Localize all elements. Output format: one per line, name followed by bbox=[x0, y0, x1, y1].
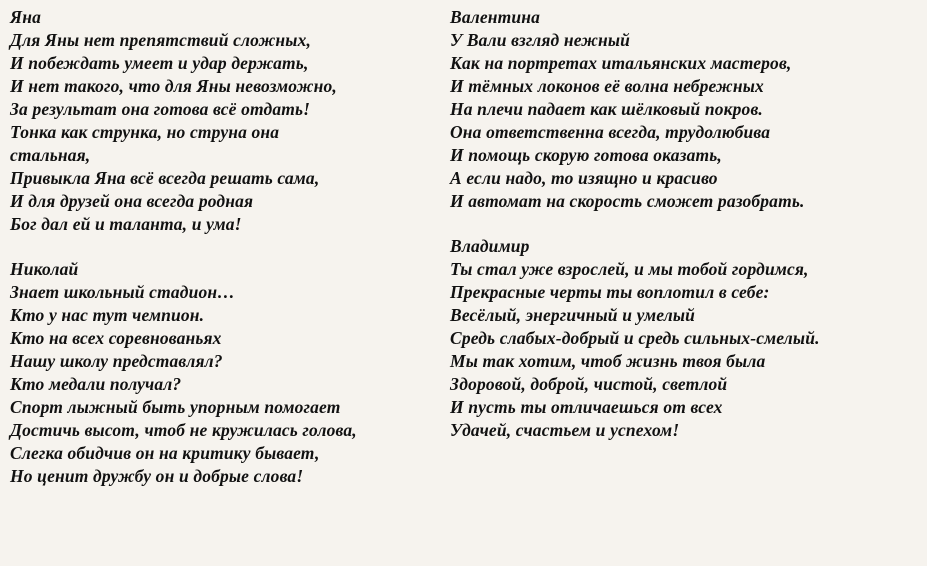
poem-yana bbox=[10, 6, 430, 236]
poem-line: У Вали взгляд нежный bbox=[450, 30, 631, 50]
poem-line: Кто на всех соревнованьях bbox=[10, 328, 222, 348]
poem-title: Валентина bbox=[450, 7, 541, 27]
poem-line: А если надо, то изящно и красиво bbox=[450, 168, 718, 188]
poem-title: Владимир bbox=[450, 236, 530, 256]
right-column bbox=[450, 6, 920, 464]
poem-line: Бог дал ей и таланта, и ума! bbox=[10, 214, 242, 234]
poem-line: Тонка как струнка, но струна она bbox=[10, 122, 280, 142]
poem-line: Весёлый, энергичный и умелый bbox=[450, 305, 696, 325]
poem-line: За результат она готова всё отдать! bbox=[10, 99, 311, 119]
poem-line: Как на портретах итальянских мастеров, bbox=[450, 53, 792, 73]
poem-line: Привыкла Яна всё всегда решать сама, bbox=[10, 168, 320, 188]
poem-line: Знает школьный стадион… bbox=[10, 282, 235, 302]
poem-line: Здоровой, доброй, чистой, светлой bbox=[450, 374, 728, 394]
poem-valentina bbox=[450, 6, 920, 213]
poem-line: Спорт лыжный быть упорным помогает bbox=[10, 397, 341, 417]
poem-line: Достичь высот, чтоб не кружилась голова, bbox=[10, 420, 357, 440]
poem-line: Слегка обидчив он на критику бывает, bbox=[10, 443, 320, 463]
poem-line: Нашу школу представлял? bbox=[10, 351, 223, 371]
poem-line: Она ответственна всегда, трудолюбива bbox=[450, 122, 771, 142]
poem-line: Удачей, счастьем и успехом! bbox=[450, 420, 680, 440]
poem-line: Кто медали получал? bbox=[10, 374, 182, 394]
poem-line: И пусть ты отличаешься от всех bbox=[450, 397, 723, 417]
poem-title: Николай bbox=[10, 259, 79, 279]
poem-nikolai bbox=[10, 258, 430, 488]
poem-line: На плечи падает как шёлковый покров. bbox=[450, 99, 763, 119]
poem-title: Яна bbox=[10, 7, 41, 27]
poem-line: И помощь скорую готова оказать, bbox=[450, 145, 722, 165]
poem-line: Но ценит дружбу он и добрые слова! bbox=[10, 466, 304, 486]
poem-line: И тёмных локонов её волна небрежных bbox=[450, 76, 764, 96]
poem-line: Кто у нас тут чемпион. bbox=[10, 305, 205, 325]
poem-line: Мы так хотим, чтоб жизнь твоя была bbox=[450, 351, 766, 371]
poem-line: Для Яны нет препятствий сложных, bbox=[10, 30, 312, 50]
poem-line: И автомат на скорость сможет разобрать. bbox=[450, 191, 805, 211]
poem-line: И нет такого, что для Яны невозможно, bbox=[10, 76, 337, 96]
left-column bbox=[10, 6, 430, 510]
poem-line: И побеждать умеет и удар держать, bbox=[10, 53, 309, 73]
poem-line: стальная, bbox=[10, 145, 91, 165]
poem-line: Прекрасные черты ты воплотил в себе: bbox=[450, 282, 770, 302]
poem-line: И для друзей она всегда родная bbox=[10, 191, 254, 211]
poem-line: Ты стал уже взрослей, и мы тобой гордимся, bbox=[450, 259, 809, 279]
poem-vladimir bbox=[450, 235, 920, 442]
poem-line: Средь слабых-добрый и средь сильных-смелый. bbox=[450, 328, 820, 348]
